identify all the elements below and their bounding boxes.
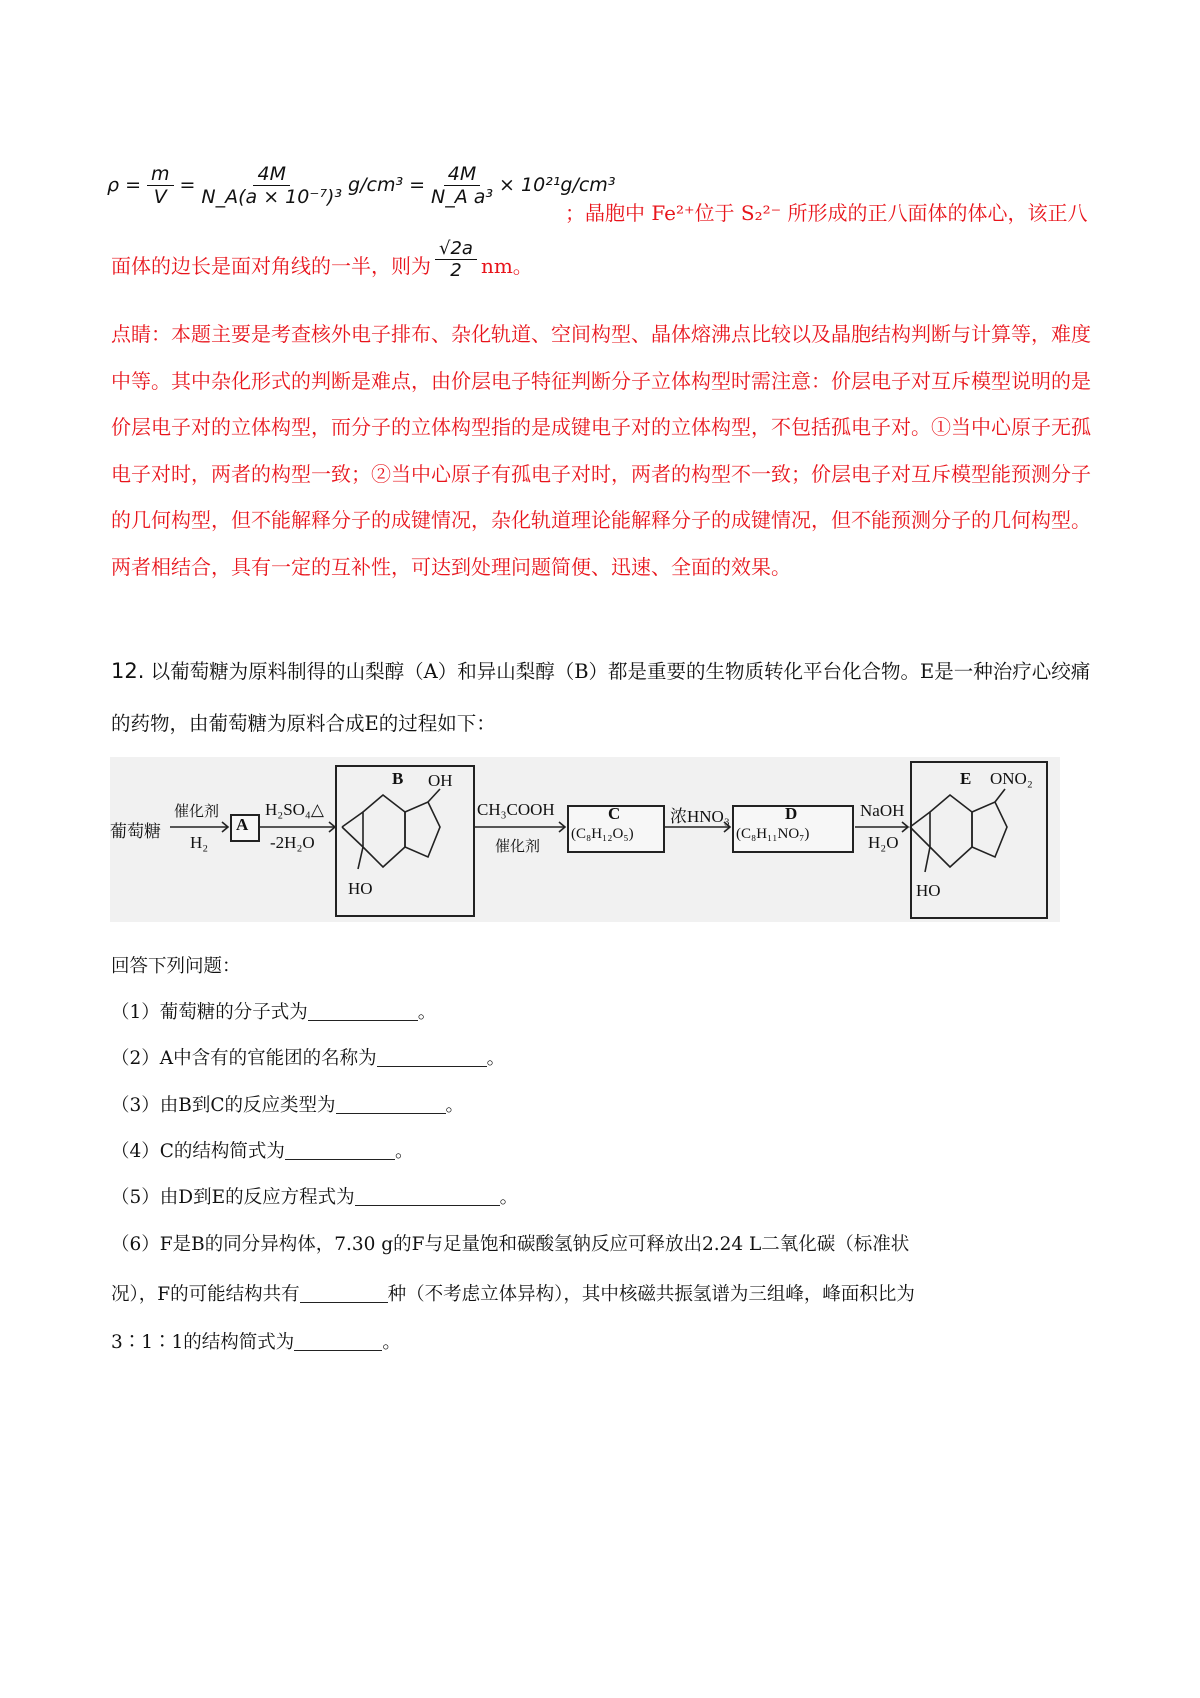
numerator-m: m <box>147 163 174 186</box>
sub-question-5: （5）由D到E的反应方程式为 。 <box>111 1187 519 1208</box>
fraction-m-v <box>147 163 174 208</box>
edge-length-numerator: √2a <box>435 238 477 260</box>
compound-a-label: A <box>236 815 249 834</box>
answer-tail-2-text: 面体的边长是面对角线的一半，则为 <box>111 254 431 278</box>
reagent-h2so4: H₂SO₄△ <box>265 800 324 819</box>
reagent-acetic-acid: CH₃COOH <box>477 800 555 819</box>
answer-tail-1: ；晶胞中 Fe²⁺位于 S₂²⁻ 所形成的正八面体的体心，该正八 <box>565 201 1088 225</box>
question-number: 12. <box>111 659 145 683</box>
compound-b-ho: HO <box>348 879 373 898</box>
reagent-naoh: NaOH <box>860 801 905 820</box>
compound-c-label: C <box>608 804 621 823</box>
comment-paragraph: 点睛：本题主要是考查核外电子排布、杂化轨道、空间构型、晶体熔沸点比较以及晶胞结构判断与计算等，难度中等。其中杂化形式的判断是难点，由价层电子特征判断分子立体构型时需注意：价层电子对互斥模型说明的是价层电子对的立体构型，而分子的立体构型指的是成键电子对的立体构型，不包括孤电子对。①当中心原子无孤电子对时，两者的构型一致；②当中心原子有孤电子对时，两者的构型不一致；价层电子对互斥模型能预测分子的几何构型，但不能解释分子的成键情况，杂化轨道理论能解释分子的成键情况，但不能预测分子的几何构型。两者相结合，具有一定的互补性，可达到处理问题简便、迅速、全面的效果。 <box>111 322 1091 579</box>
compound-e-ho: HO <box>916 881 941 900</box>
answer-blank-2[interactable] <box>377 1048 487 1068</box>
answer-blank-1[interactable] <box>308 1002 418 1022</box>
answer-blank-6a[interactable] <box>300 1284 388 1304</box>
answer-blank-4[interactable] <box>285 1141 395 1161</box>
denominator-second: N_A a³ <box>431 185 494 208</box>
reagent-catalyst-1: 催化剂 <box>174 804 220 820</box>
sub-question-6-line-3: 3∶1∶1的结构简式为 。 <box>111 1332 401 1353</box>
compound-c-formula: (C₈H₁₂O₅) <box>571 826 634 842</box>
fraction-first <box>201 163 342 208</box>
start-glucose: 葡萄糖 <box>110 822 161 841</box>
answer-blank-6b[interactable] <box>294 1332 382 1352</box>
question-12-stem <box>111 645 1091 750</box>
density-formula: ρ = $\frac{m}{V}$ = $\frac{4M}{\text{N\_A(a × 10⁻⁷)³}}$ g/cm³ = $\frac{4M}{\text{N\_A a³}}$ × 10²¹g/cm³ <box>107 162 616 208</box>
compound-e-label: E <box>960 769 972 788</box>
sub-question-3: （3）由B到C的反应类型为 。 <box>111 1095 465 1116</box>
reagent-nitric-acid: 浓HNO₃ <box>670 807 730 826</box>
synthesis-route-diagram <box>110 757 1060 922</box>
rho-symbol: ρ <box>107 174 120 196</box>
edge-length-unit: nm。 <box>480 254 533 278</box>
answer-blank-5[interactable] <box>355 1187 500 1207</box>
sub-question-4: （4）C的结构简式为 。 <box>111 1141 414 1162</box>
reagent-catalyst-2: 催化剂 <box>495 839 541 855</box>
times-power: × 10²¹g/cm³ <box>499 174 616 196</box>
compound-d-label: D <box>785 804 798 823</box>
answer-line-2 <box>111 238 533 281</box>
denominator-v: V <box>153 185 167 208</box>
edge-length-denominator: 2 <box>450 260 462 281</box>
answer-blank-3[interactable] <box>336 1095 446 1115</box>
fraction-second <box>431 163 493 208</box>
reagent-water: H₂O <box>868 833 899 852</box>
compound-b-label: B <box>392 769 404 788</box>
compound-b-oh: OH <box>428 771 453 790</box>
numerator-second: 4M <box>444 163 480 186</box>
reagent-minus-water: -2H₂O <box>270 833 315 852</box>
edge-length-fraction <box>435 238 477 281</box>
compound-e-ono2: ONO₂ <box>990 769 1033 788</box>
sub-question-6-line-1: （6）F是B的同分异构体，7.30 g的F与足量饱和碳酸氢钠反应可释放出2.24 L二氧化碳（标准状 <box>111 1234 910 1255</box>
question-stem-text: 以葡萄糖为原料制得的山梨醇（A）和异山梨醇（B）都是重要的生物质转化平台化合物。E是一种治疗心绞痛的药物，由葡萄糖为原料合成E的过程如下： <box>111 660 1091 735</box>
sub-question-2: （2）A中含有的官能团的名称为 。 <box>111 1048 506 1069</box>
sub-question-6-line-2: 况），F的可能结构共有 种（不考虑立体异构），其中核磁共振氢谱为三组峰，峰面积比为 <box>111 1284 915 1305</box>
unit-first: g/cm³ <box>348 174 404 196</box>
reagent-h2: H₂ <box>190 833 209 852</box>
numerator-first: 4M <box>253 163 289 186</box>
sub-question-1: （1）葡萄糖的分子式为 。 <box>111 1002 437 1023</box>
compound-d-formula: (C₈H₁₁NO₇) <box>736 826 810 842</box>
answer-prompt: 回答下列问题： <box>111 956 241 977</box>
denominator-first: N_A(a × 10⁻⁷)³ <box>201 185 343 208</box>
